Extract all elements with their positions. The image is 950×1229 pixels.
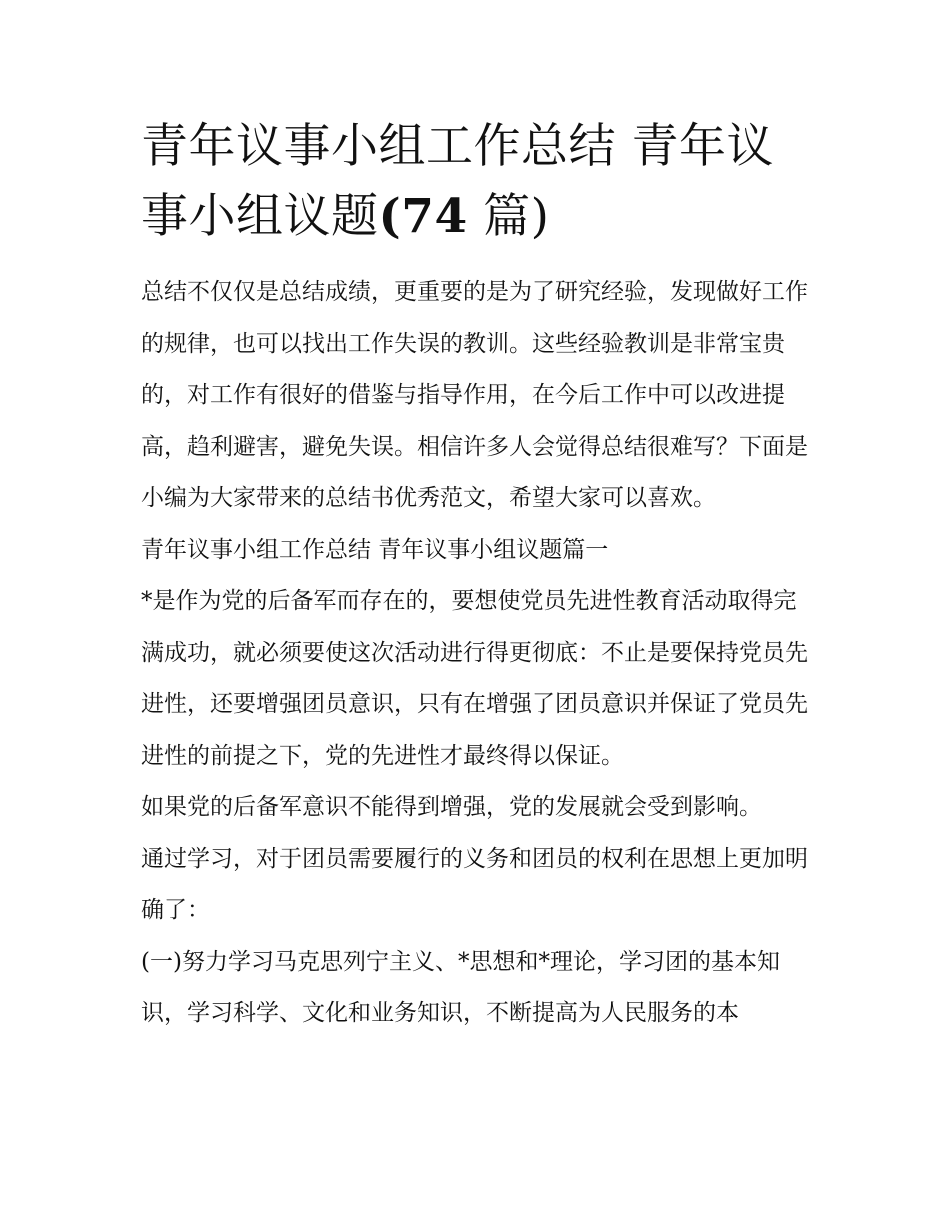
section-heading: 青年议事小组工作总结 青年议事小组议题篇一 [141,536,609,563]
title-count: (74 [378,189,468,244]
title-text: 青年议事小组工作总结 青年议事小组议题 [141,119,774,244]
body-paragraph-3: 通过学习，对于团员需要履行的义务和团员的权利在思想上更加明确了： [141,845,808,923]
body-paragraph-4: (一)努力学习马克思列宁主义、*思想和*理论，学习团的基本知识，学习科学、文化和业务知识，不断提高为人民服务的本 [141,948,780,1026]
document-title [141,112,813,252]
title-suffix: 篇) [467,189,550,244]
intro-paragraph: 总结不仅仅是总结成绩，更重要的是为了研究经验，发现做好工作的规律，也可以找出工作失误的教训。这些经验教训是非常宝贵的，对工作有很好的借鉴与指导作用，在今后工作中可以改进提高，趋利避害，避免失误。相信许多人会觉得总结很难写？下面是小编为大家带来的总结书优秀范文，希望大家可以喜欢。 [141,279,808,511]
body-paragraph-2: 如果党的后备军意识不能得到增强，党的发展就会受到影响。 [141,794,762,820]
body-paragraph-1: *是作为党的后备军而存在的，要想使党员先进性教育活动取得完满成功，就必须要使这次活动进行得更彻底：不止是要保持党员先进性，还要增强团员意识，只有在增强了团员意识并保证了党员先进性的前提之下，党的先进性才最终得以保证。 [141,588,808,769]
document-body [141,112,813,1040]
